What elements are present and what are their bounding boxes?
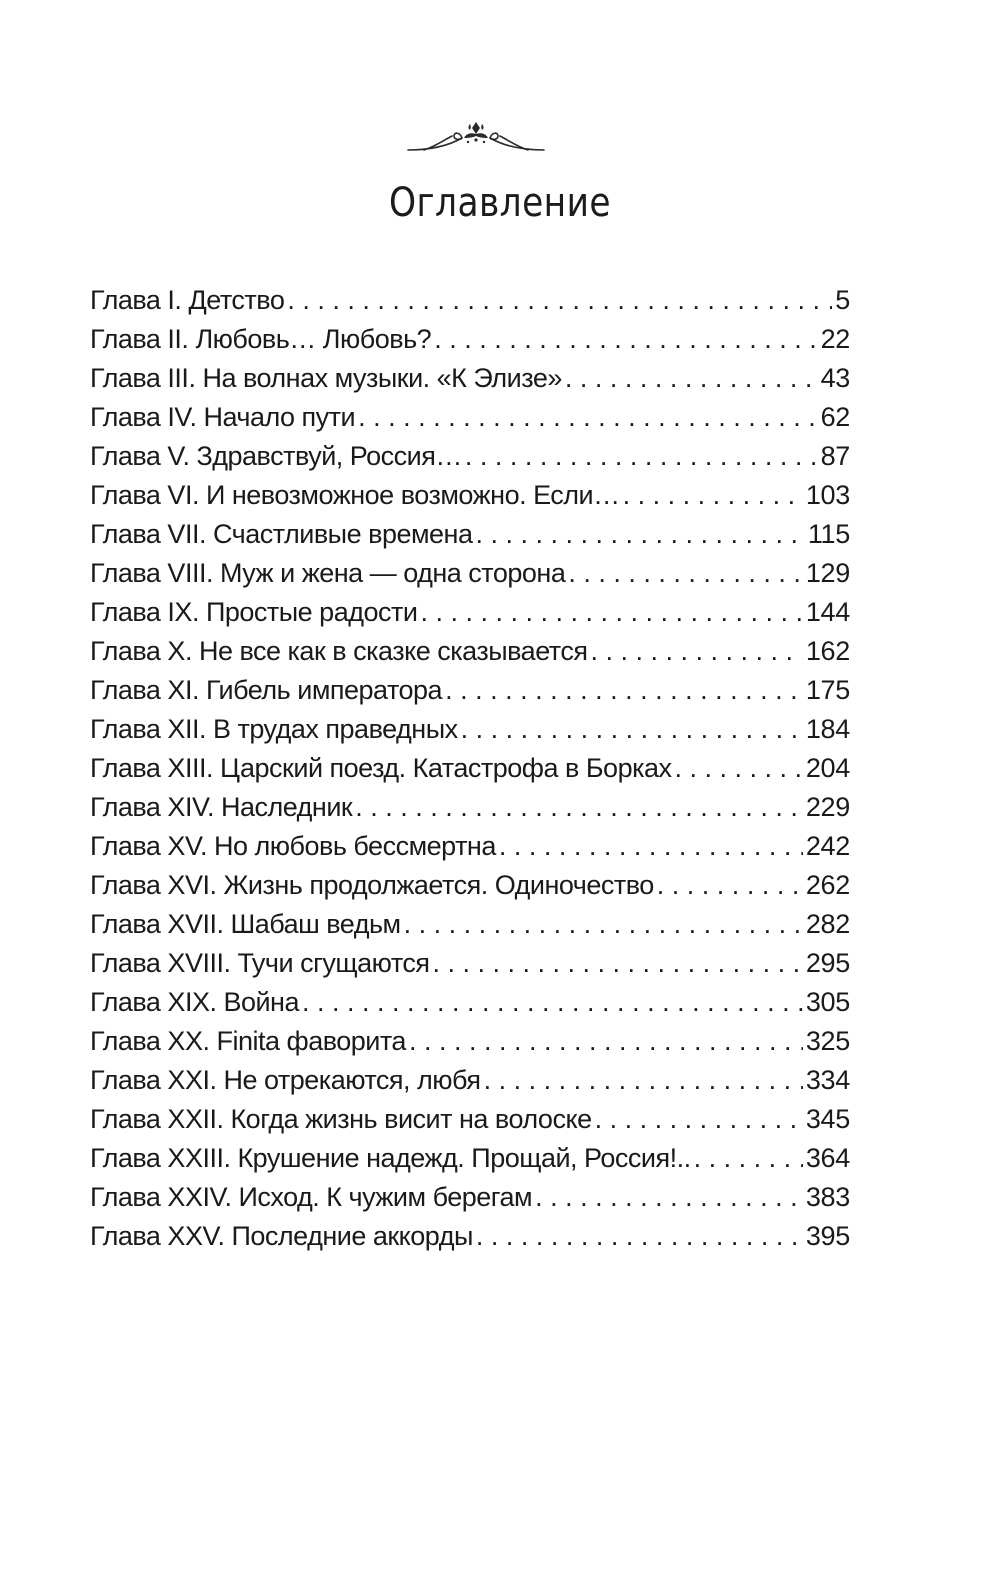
toc-entry[interactable]	[90, 1100, 850, 1139]
toc-entry[interactable]	[90, 437, 850, 476]
dot-leader	[433, 944, 803, 983]
dot-leader	[434, 320, 817, 359]
toc-entry[interactable]	[90, 983, 850, 1022]
dot-leader	[445, 671, 803, 710]
toc-entry[interactable]	[90, 1217, 850, 1256]
entry-title: Глава IX. Простые радости	[90, 597, 418, 627]
toc-entry[interactable]	[90, 1022, 850, 1061]
dot-leader	[420, 593, 802, 632]
toc-entry[interactable]	[90, 710, 850, 749]
entry-page-number: 87	[820, 441, 850, 471]
toc-entry[interactable]	[90, 476, 850, 515]
entry-title: Глава XIII. Царский поезд. Катастрофа в Борках	[90, 753, 672, 783]
toc-entry[interactable]	[90, 866, 850, 905]
table-of-contents	[90, 281, 850, 1256]
dot-leader	[302, 983, 803, 1022]
dot-leader	[404, 905, 803, 944]
entry-page-number: 262	[805, 870, 850, 900]
entry-title: Глава VIII. Муж и жена — одна сторона	[90, 558, 566, 588]
dot-leader	[591, 632, 803, 671]
entry-title: Глава XVI. Жизнь продолжается. Одиночество	[90, 870, 654, 900]
dot-leader	[535, 1178, 803, 1217]
toc-entry[interactable]	[90, 1139, 850, 1178]
entry-title: Глава VI. И невозможное возможно. Если…	[90, 480, 620, 510]
entry-title: Глава XXIII. Крушение надежд. Прощай, Россия!..	[90, 1143, 691, 1173]
entry-page-number: 175	[805, 675, 850, 705]
entry-page-number: 395	[805, 1221, 850, 1251]
floral-ornament-icon	[404, 116, 548, 156]
toc-entry[interactable]	[90, 1061, 850, 1100]
entry-title: Глава XVIII. Тучи сгущаются	[90, 948, 430, 978]
entry-page-number: 22	[820, 324, 850, 354]
entry-title: Глава XXIV. Исход. К чужим берегам	[90, 1182, 533, 1212]
entry-title: Глава XII. В трудах праведных	[90, 714, 458, 744]
dot-leader	[694, 1139, 803, 1178]
dot-leader	[675, 749, 803, 788]
entry-title: Глава I. Детство	[90, 285, 285, 315]
entry-title: Глава XIX. Война	[90, 987, 299, 1017]
entry-page-number: 334	[805, 1065, 850, 1095]
toc-entry[interactable]	[90, 359, 850, 398]
toc-entry[interactable]	[90, 749, 850, 788]
dot-leader	[461, 710, 803, 749]
toc-entry[interactable]	[90, 1178, 850, 1217]
dot-leader	[465, 437, 818, 476]
entry-page-number: 43	[820, 363, 850, 393]
dot-leader	[355, 788, 803, 827]
toc-entry[interactable]	[90, 515, 850, 554]
toc-entry[interactable]	[90, 788, 850, 827]
entry-page-number: 295	[805, 948, 850, 978]
dot-leader	[475, 515, 804, 554]
entry-title: Глава XVII. Шабаш ведьм	[90, 909, 401, 939]
entry-page-number: 364	[805, 1143, 850, 1173]
toc-entry[interactable]	[90, 905, 850, 944]
entry-title: Глава XX. Finita фаворита	[90, 1026, 406, 1056]
toc-entry[interactable]	[90, 632, 850, 671]
entry-title: Глава V. Здравствуй, Россия…	[90, 441, 462, 471]
entry-page-number: 305	[805, 987, 850, 1017]
toc-entry[interactable]	[90, 398, 850, 437]
entry-page-number: 383	[805, 1182, 850, 1212]
entry-title: Глава XV. Но любовь бессмертна	[90, 831, 496, 861]
entry-title: Глава XI. Гибель императора	[90, 675, 443, 705]
dot-leader	[409, 1022, 803, 1061]
entry-title: Глава XIV. Наследник	[90, 792, 353, 822]
dot-leader	[565, 359, 818, 398]
entry-page-number: 204	[805, 753, 850, 783]
entry-title: Глава III. На волнах музыки. «К Элизе»	[90, 363, 562, 393]
dot-leader	[476, 1217, 803, 1256]
toc-entry[interactable]	[90, 320, 850, 359]
entry-page-number: 242	[805, 831, 850, 861]
entry-page-number: 144	[805, 597, 850, 627]
entry-page-number: 184	[805, 714, 850, 744]
entry-title: Глава IV. Начало пути	[90, 402, 356, 432]
dot-leader	[484, 1061, 803, 1100]
entry-page-number: 229	[805, 792, 850, 822]
page-title: Оглавление	[389, 180, 611, 226]
toc-entry[interactable]	[90, 554, 850, 593]
entry-title: Глава X. Не все как в сказке сказывается	[90, 636, 588, 666]
entry-page-number: 62	[820, 402, 850, 432]
entry-title: Глава XXI. Не отрекаются, любя	[90, 1065, 481, 1095]
entry-page-number: 5	[835, 285, 850, 315]
entry-title: Глава XXV. Последние аккорды	[90, 1221, 473, 1251]
entry-page-number: 325	[805, 1026, 850, 1056]
toc-entry[interactable]	[90, 593, 850, 632]
entry-page-number: 115	[807, 519, 850, 549]
entry-page-number: 103	[805, 480, 850, 510]
dot-leader	[657, 866, 803, 905]
entry-page-number: 129	[805, 558, 850, 588]
dot-leader	[595, 1100, 803, 1139]
toc-entry[interactable]	[90, 944, 850, 983]
dot-leader	[499, 827, 803, 866]
toc-entry[interactable]	[90, 827, 850, 866]
toc-entry[interactable]	[90, 281, 850, 320]
entry-title: Глава II. Любовь… Любовь?	[90, 324, 432, 354]
entry-title: Глава XXII. Когда жизнь висит на волоске	[90, 1104, 592, 1134]
entry-page-number: 345	[805, 1104, 850, 1134]
dot-leader	[358, 398, 817, 437]
dot-leader	[623, 476, 803, 515]
entry-page-number: 162	[805, 636, 850, 666]
dot-leader	[287, 281, 832, 320]
toc-entry[interactable]	[90, 671, 850, 710]
entry-page-number: 282	[805, 909, 850, 939]
entry-title: Глава VII. Счастливые времена	[90, 519, 473, 549]
dot-leader	[568, 554, 802, 593]
